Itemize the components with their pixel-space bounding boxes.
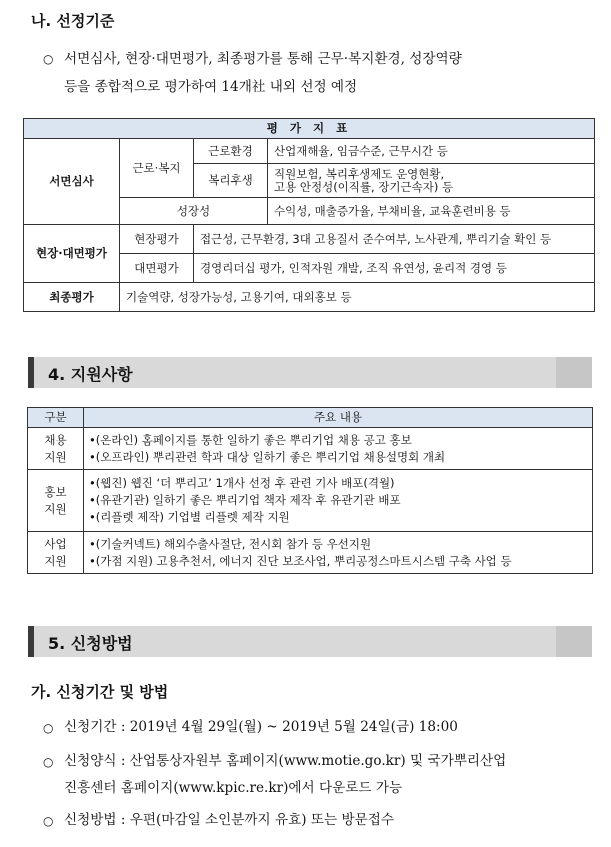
criteria-table bbox=[23, 118, 595, 312]
text-growth: 수익성, 매출증가율, 부채비율, 교육훈련비용 등 bbox=[268, 198, 595, 225]
list-item: •(웹진) 웹진 ‘더 뿌리고’ 1개사 선정 후 관련 기사 배포(격월) bbox=[89, 476, 395, 490]
text-final-eval: 기술역량, 성장가능성, 고용기여, 대외홍보 등 bbox=[120, 283, 595, 312]
list-item: •(유관기관) 일하기 좋은 뿌리기업 책자 제작 후 유관기관 배포 bbox=[89, 493, 401, 507]
support-header-gubun: 구분 bbox=[28, 408, 84, 428]
text-interview-eval: 경영리더십 평가, 인적자원 개발, 조직 유연성, 윤리적 경영 등 bbox=[194, 254, 595, 283]
support-label-line: 채용 bbox=[44, 432, 67, 447]
application-period: 신청기간 : 2019년 4월 29일(월) ~ 2019년 5월 24일(금) 18:00 bbox=[64, 719, 458, 735]
list-item: •(온라인) 홈페이지를 통한 일하기 좋은 뿌리기업 채용 공고 홍보 bbox=[89, 432, 412, 447]
section-banner-support bbox=[28, 357, 592, 388]
category-written-review: 서면심사 bbox=[24, 139, 120, 225]
text-welfare-line-2: 고용 안정성(이직률, 장기근속자) 등 bbox=[274, 179, 454, 194]
bullet-circle-icon: ○ bbox=[43, 721, 54, 735]
label-interview-eval: 대면평가 bbox=[120, 254, 194, 283]
support-table bbox=[27, 407, 593, 574]
support-row-items-business bbox=[84, 532, 593, 574]
support-label-line: 지원 bbox=[44, 449, 67, 464]
support-label-line: 홍보 bbox=[44, 484, 67, 499]
criteria-description-line-2: 등을 종합적으로 평가하여 14개社 내외 선정 예정 bbox=[64, 79, 358, 95]
criteria-description-line-1: 서면심사, 현장·대면평가, 최종평가를 통해 근무·복지환경, 성장역량 bbox=[64, 51, 462, 67]
bullet-circle-icon: ○ bbox=[43, 814, 54, 828]
label-work-environment: 근로환경 bbox=[194, 139, 268, 164]
section-banner-application bbox=[28, 626, 592, 657]
application-form-line-2: 진흥센터 홈페이지(www.kpic.re.kr)에서 다운로드 가능 bbox=[64, 780, 403, 796]
text-welfare-line-1: 직원보험, 복리후생제도 운영현황, bbox=[274, 166, 445, 181]
text-work-environment: 산업재해율, 임금수준, 근무시간 등 bbox=[268, 139, 595, 164]
application-form-line-1: 신청양식 : 산업통상자원부 홈페이지(www.motie.go.kr) 및 국가뿌리산업 bbox=[64, 753, 507, 769]
support-header-content: 주요 내용 bbox=[84, 408, 593, 428]
support-row-label-business bbox=[28, 532, 84, 574]
support-label-line: 지원 bbox=[44, 553, 67, 568]
label-welfare: 복리후생 bbox=[194, 164, 268, 198]
category-field-interview: 현장·대면평가 bbox=[24, 225, 120, 283]
text-onsite-eval: 접근성, 근무환경, 3대 고용질서 준수여부, 노사관계, 뿌리기술 확인 등 bbox=[194, 225, 595, 254]
section-title-support: 4. 지원사항 bbox=[48, 365, 133, 384]
banner-accent bbox=[556, 357, 592, 388]
bullet-circle-icon: ○ bbox=[43, 52, 54, 66]
category-final-eval: 최종평가 bbox=[24, 283, 120, 312]
text-welfare bbox=[268, 164, 595, 198]
list-item: •(리플렛 제작) 기업별 리플렛 제작 지원 bbox=[89, 510, 290, 524]
label-onsite-eval: 현장평가 bbox=[120, 225, 194, 254]
list-item: •(오프라인) 뿌리관련 학과 대상 일하기 좋은 뿌리기업 채용설명회 개최 bbox=[89, 449, 446, 464]
section-heading-selection-criteria: 나. 선정기준 bbox=[31, 12, 115, 30]
bullet-circle-icon: ○ bbox=[43, 755, 54, 769]
support-label-line: 사업 bbox=[44, 536, 67, 551]
subheading-period-method: 가. 신청기간 및 방법 bbox=[31, 683, 169, 701]
section-title-application: 5. 신청방법 bbox=[48, 634, 133, 653]
support-row-label-pr bbox=[28, 470, 84, 532]
banner-accent bbox=[556, 626, 592, 657]
support-row-label-recruit bbox=[28, 428, 84, 470]
subcategory-labor-welfare: 근로·복지 bbox=[120, 139, 194, 198]
support-row-items-recruit bbox=[84, 428, 593, 470]
criteria-table-header: 평 가 지 표 bbox=[24, 119, 595, 139]
list-item: •(기술커넥트) 해외수출사절단, 전시회 참가 등 우선지원 bbox=[89, 536, 372, 551]
label-growth: 성장성 bbox=[120, 198, 268, 225]
support-row-items-pr bbox=[84, 470, 593, 532]
application-method: 신청방법 : 우편(마감일 소인분까지 유효) 또는 방문접수 bbox=[64, 812, 395, 828]
list-item: •(가점 지원) 고용추천서, 에너지 진단 보조사업, 뿌리공정스마트시스템 구축 사업 등 bbox=[89, 553, 512, 568]
support-label-line: 지원 bbox=[44, 501, 67, 516]
